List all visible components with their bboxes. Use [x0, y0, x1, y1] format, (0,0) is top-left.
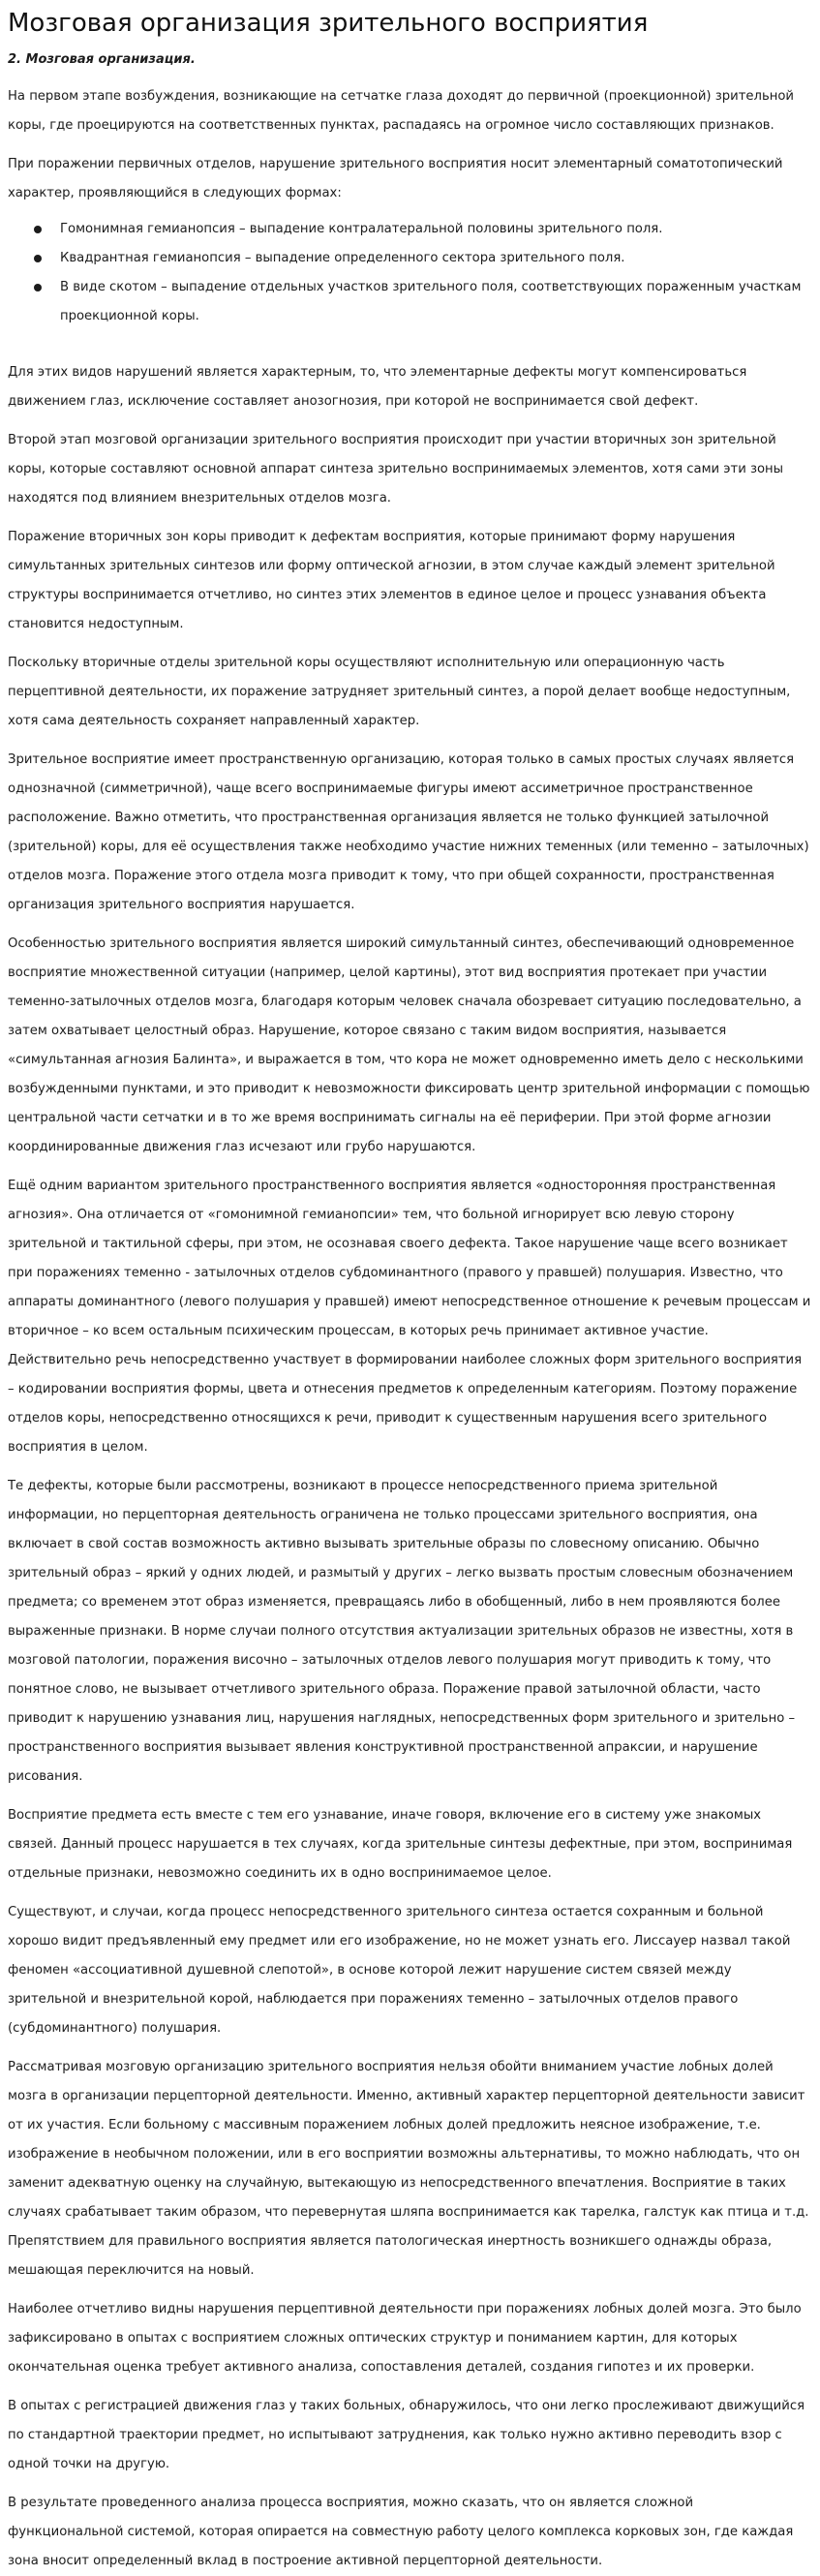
paragraph: Восприятие предмета есть вместе с тем его узнавание, иначе говоря, включение его в систему уже знакомых связей. Данный процесс нарушается в тех случаях, когда зрительные синтезы дефектные, при этом, воспринимая отдельные признаки, невозможно соединить их в одно воспринимаемое целое. [8, 1808, 793, 1881]
paragraph: Для этих видов нарушений является характерным, то, что элементарные дефекты могут компенсироваться движением глаз, исключение составляет анозогнозия, при которой не воспринимается свой дефект. [8, 365, 747, 409]
paragraph: Особенностью зрительного восприятия является широкий симультанный синтез, обеспечивающий одновременное восприятие множественной ситуации (например, целой картины), этот вид восприятия протекает при участии теменно-затылочных отделов мозга, благодаря которым человек сначала обозревает ситуацию последовательно, а затем охватывает целостный образ. Нарушение, которое связано с таким видом восприятия, называется «симультанная агнозия Балинта», и выражается в том, что кора не может одновременно иметь дело с несколькими возбужденными пунктами, и это приводит к невозможности фиксировать центр зрительной информации с помощью центральной части сетчатки и в то же время воспринимать сигналы на её периферии. При этой форме агнозии координированные движения глаз исчезают или грубо нарушаются. [8, 936, 810, 1154]
paragraph: Ещё одним вариантом зрительного пространственного восприятия является «односторонняя пространственная агнозия». Она отличается от «гомонимной гемианопсии» тем, что больной игнорирует всю левую сторону зрительной и тактильной сферы, при этом, не осознавая своего дефекта. Такое нарушение чаще всего возникает при поражениях теменно - затылочных отделов субдоминантного (правого у правшей) полушария. Известно, что аппараты доминантного (левого полушария у правшей) имеют непосредственное отношение к речевым процессам и вторичное – ко всем остальным психическим процессам, в которых речь принимает активное участие. Действительно речь непосредственно участвует в формировании наиболее сложных форм зрительного восприятия – кодировании восприятия формы, цвета и отнесения предметов к определенным категориям. Поэтому поражение отделов коры, непосредственно относящихся к речи, приводит к существенным нарушения всего зрительного восприятия в целом. [8, 1179, 811, 1455]
paragraph: Те дефекты, которые были рассмотрены, возникают в процессе непосредственного приема зрительной информации, но перцепторная деятельность ограничена не только процессами зрительного восприятия, она включает в свой состав возможность активно вызывать зрительные образы по словесному описанию. Обычно зрительный образ – яркий у одних людей, и размытый у других – легко вызвать простым словесным обозначением предмета; со временем этот образ изменяется, превращаясь либо в обобщенный, либо в нем проявляются более выраженные признаки. В норме случаи полного отсутствия актуализации зрительных образов не известны, хотя в мозговой патологии, поражения височно – затылочных отделов левого полушария могут приводить к тому, что понятное слово, не вызывает отчетливого зрительного образа. Поражение правой затылочной области, часто приводит к нарушению узнавания лиц, нарушения наглядных, непосредственных форм зрительного и зрительно – пространственного восприятия вызывает явления конструктивной пространственной апраксии, и нарушение рисования. [8, 1479, 796, 1784]
bullet-list [8, 215, 811, 331]
paragraph: Наиболее отчетливо видны нарушения перцептивной деятельности при поражениях лобных долей мозга. Это было зафиксировано в опытах с восприятием сложных оптических структур и пониманием картин, для которых окончательная оценка требует активного анализа, сопоставления деталей, создания гипотез и их проверки. [8, 2302, 802, 2375]
paragraph: Существуют, и случаи, когда процесс непосредственного зрительного синтеза остается сохранным и больной хорошо видит предъявленный ему предмет или его изображение, но не может узнать его. Лиссауер назвал такой феномен «ассоциативной душевной слепотой», в основе которой лежит нарушение систем связей между зрительной и внезрительной корой, наблюдается при поражениях теменно – затылочных отделов правого (субдоминантного) полушария. [8, 1905, 791, 2036]
paragraph: Поражение вторичных зон коры приводит к дефектам восприятия, которые принимают форму нарушения симультанных зрительных синтезов или форму оптической агнозии, в этом случае каждый элемент зрительной структуры воспринимается отчетливо, но синтез этих элементов в единое целое и процесс узнавания объекта становится недоступным. [8, 530, 775, 631]
section-subtitle: 2. Мозговая организация. [8, 52, 196, 67]
paragraph: Зрительное восприятие имеет пространственную организацию, которая только в самых простых случаях является однозначной (симметричной), чаще всего воспринимаемые фигуры имеют ассиметричное пространственное расположение. Важно отметить, что пространственная организация является не только функцией затылочной (зрительной) коры, для её осуществления также необходимо участие нижних теменных (или теменно – затылочных) отделов мозга. Поражение этого отдела мозга приводит к тому, что при общей сохранности, пространственная организация зрительного восприятия нарушается. [8, 752, 809, 912]
paragraph: Поскольку вторичные отделы зрительной коры осуществляют исполнительную или операционную часть перцептивной деятельности, их поражение затрудняет зрительный синтез, а порой делает вообще недоступным, хотя сама деятельность сохраняет направленный характер. [8, 656, 791, 728]
paragraph: Рассматривая мозговую организацию зрительного восприятия нельзя обойти вниманием участие лобных долей мозга в организации перцепторной деятельности. Именно, активный характер перцепторной деятельности зависит от их участия. Если больному с массивным поражением лобных долей предложить неясное изображение, т.е. изображение в необычном положении, или в его восприятии возможны альтернативы, то можно наблюдать, что он заменит адекватную оценку на случайную, вытекающую из непосредственного впечатления. Восприятие в таких случаях срабатывает таким образом, что перевернутая шляпа воспринимается как тарелка, галстук как птица и т.д. Препятствием для правильного восприятия является патологическая инертность возникшего однажды образа, мешающая переключится на новый. [8, 2060, 809, 2278]
list-item: Квадрантная гемианопсия – выпадение определенного сектора зрительного поля. [60, 244, 811, 273]
paragraph: На первом этапе возбуждения, возникающие на сетчатке глаза доходят до первичной (проекционной) зрительной коры, где проецируются на соответственных пунктах, распадаясь на огромное число составляющих признаков. [8, 89, 794, 133]
list-item: Гомонимная гемианопсия – выпадение контралатеральной половины зрительного поля. [60, 215, 811, 244]
list-item: В виде скотом – выпадение отдельных участков зрительного поля, соответствующих пораженным участкам проекционной коры. [60, 273, 811, 331]
paragraph: При поражении первичных отделов, нарушение зрительного восприятия носит элементарный соматотопический характер, проявляющийся в следующих формах: [8, 157, 783, 200]
paragraph: Второй этап мозговой организации зрительного восприятия происходит при участии вторичных зон зрительной коры, которые составляют основной аппарат синтеза зрительно воспринимаемых элементов, хотя сами эти зоны находятся под влиянием внезрительных отделов мозга. [8, 433, 784, 506]
article [8, 0, 811, 2576]
paragraph: В результате проведенного анализа процесса восприятия, можно сказать, что он является сложной функциональной системой, которая опирается на совместную работу целого комплекса корковых зон, где каждая зона вносит определенный вклад в построение активной перцепторной деятельности. [8, 2496, 794, 2568]
paragraph: В опытах с регистрацией движения глаз у таких больных, обнаружилось, что они легко прослеживают движущийся по стандартной траектории предмет, но испытывают затруднения, как только нужно активно переводить взор с одной точки на другую. [8, 2399, 805, 2471]
page-title: Мозговая организация зрительного восприятия [8, 9, 649, 38]
